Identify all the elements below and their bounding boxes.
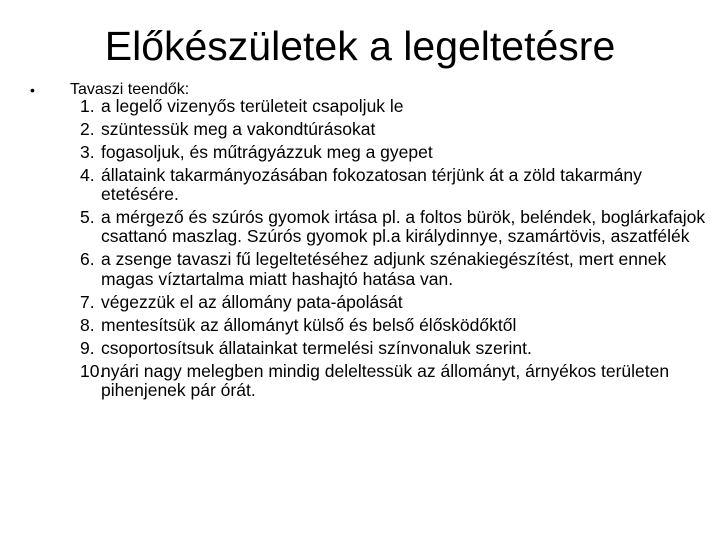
step-text: végezzük el az állomány pata-ápolását: [101, 291, 403, 312]
step-text: fogasoljuk, és műtrágyázzuk meg a gyepet: [101, 142, 433, 162]
step-text: csoportosítsuk állatainkat termelési színvonaluk szerint.: [101, 337, 532, 358]
list-item: [80, 143, 710, 162]
step-number: 5.: [80, 207, 95, 228]
step-text: szüntessük meg a vakondtúrásokat: [101, 119, 376, 139]
bullet-icon: •: [30, 82, 35, 98]
list-item: [80, 166, 710, 204]
list-item: [80, 362, 710, 400]
list-item: [80, 97, 710, 116]
steps-list: [80, 97, 710, 404]
step-number: 4.: [80, 165, 95, 185]
list-item: [80, 120, 710, 139]
step-text: a legelő vizenyős területeit csapoljuk le: [101, 96, 404, 116]
bullet-label: Tavaszi teendők:: [70, 81, 190, 98]
slide-title: Előkészületek a legeltetésre: [104, 23, 616, 69]
list-item: [80, 250, 710, 288]
step-text: állataink takarmányozásában fokozatosan térjünk át a zöld takarmány etetésére.: [101, 165, 642, 205]
list-item: [80, 208, 710, 246]
list-item: [80, 339, 710, 358]
step-number: 7.: [80, 291, 95, 312]
step-number: 2.: [80, 119, 95, 139]
step-text: a mérgező és szúrós gyomok irtása pl. a foltos bürök, beléndek, boglárkafajok csattanó maszlag. Szúrós gyomok pl.a királydinnye, szamártövis, aszatfélék: [101, 207, 706, 247]
step-number: 9.: [80, 337, 95, 358]
step-text: nyári nagy melegben mindig deleltessük az állományt, árnyékos területen pihenjenek pár órát.: [101, 360, 670, 400]
step-number: 3.: [80, 142, 95, 162]
list-item: [80, 316, 710, 335]
step-number: 6.: [80, 249, 95, 270]
list-item: [80, 293, 710, 312]
step-number: 10.: [80, 360, 105, 381]
step-text: mentesítsük az állományt külső és belső élősködőktől: [101, 314, 517, 335]
step-text: a zsenge tavaszi fű legeltetéséhez adjunk szénakiegészítést, mert ennek magas víztartalma miatt hashajtó hatása van.: [101, 249, 667, 289]
step-number: 8.: [80, 314, 95, 335]
step-number: 1.: [80, 96, 95, 116]
